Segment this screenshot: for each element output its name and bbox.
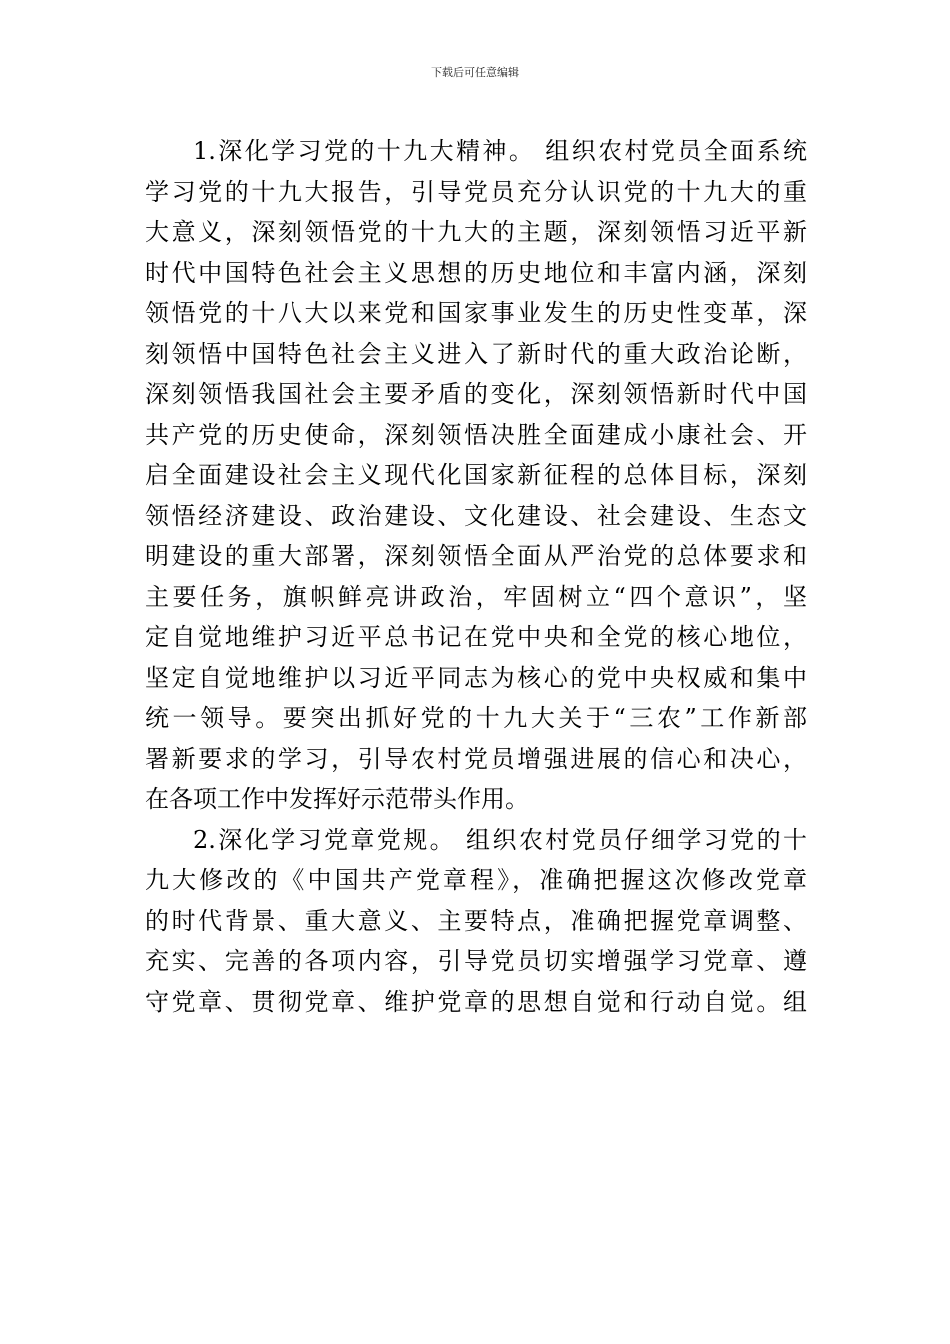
- paragraph-line: 时代中国特色社会主义思想的历史地位和丰富内涵，深刻: [145, 258, 807, 287]
- paragraph-line: 领悟经济建设、政治建设、文化建设、社会建设、生态文: [145, 501, 807, 530]
- paragraph-line: 的时代背景、重大意义、主要特点，准确把握党章调整、: [145, 906, 807, 935]
- paragraph-line: 深刻领悟我国社会主要矛盾的变化，深刻领悟新时代中国: [145, 380, 807, 408]
- paragraph-line: 充实、完善的各项内容，引导党员切实增强学习党章、遵: [145, 947, 807, 975]
- paragraph-line: 2.深化学习党章党规。 组织农村党员仔细学习党的十: [193, 825, 807, 854]
- paragraph-1: [145, 131, 807, 820]
- paragraph-line: 明建设的重大部署，深刻领悟全面从严治党的总体要求和: [145, 542, 807, 570]
- paragraph-line: 九大修改的《中国共产党章程》，准确把握这次修改党章: [145, 866, 807, 894]
- paragraph-line: 刻领悟中国特色社会主义进入了新时代的重大政治论断，: [145, 339, 807, 368]
- paragraph-line: 在各项工作中发挥好示范带头作用。: [145, 785, 529, 813]
- paragraph-2: [145, 820, 807, 1023]
- paragraph-line: 共产党的历史使命，深刻领悟决胜全面建成小康社会、开: [145, 420, 807, 449]
- paragraph-line: 坚定自觉地维护以习近平同志为核心的党中央权威和集中: [145, 663, 807, 692]
- paragraph-line: 署新要求的学习，引导农村党员增强进展的信心和决心，: [145, 744, 807, 773]
- paragraph-line: 守党章、贯彻党章、维护党章的思想自觉和行动自觉。组: [145, 987, 807, 1016]
- paragraph-line: 1.深化学习党的十九大精神。 组织农村党员全面系统: [193, 137, 807, 165]
- document-body: [145, 131, 807, 1022]
- paragraph-line: 主要任务，旗帜鲜亮讲政治，牢固树立“四个意识”，坚: [145, 582, 807, 611]
- paragraph-line: 大意义，深刻领悟党的十九大的主题，深刻领悟习近平新: [145, 218, 807, 246]
- paragraph-line: 领悟党的十八大以来党和国家事业发生的历史性变革，深: [145, 299, 807, 327]
- paragraph-line: 启全面建设社会主义现代化国家新征程的总体目标，深刻: [145, 461, 807, 489]
- page-header: 下载后可任意编辑: [431, 66, 519, 79]
- paragraph-line: 统一领导。要突出抓好党的十九大关于“三农”工作新部: [145, 704, 807, 732]
- paragraph-line: 定自觉地维护习近平总书记在党中央和全党的核心地位，: [145, 623, 807, 651]
- paragraph-line: 学习党的十九大报告，引导党员充分认识党的十九大的重: [145, 177, 807, 206]
